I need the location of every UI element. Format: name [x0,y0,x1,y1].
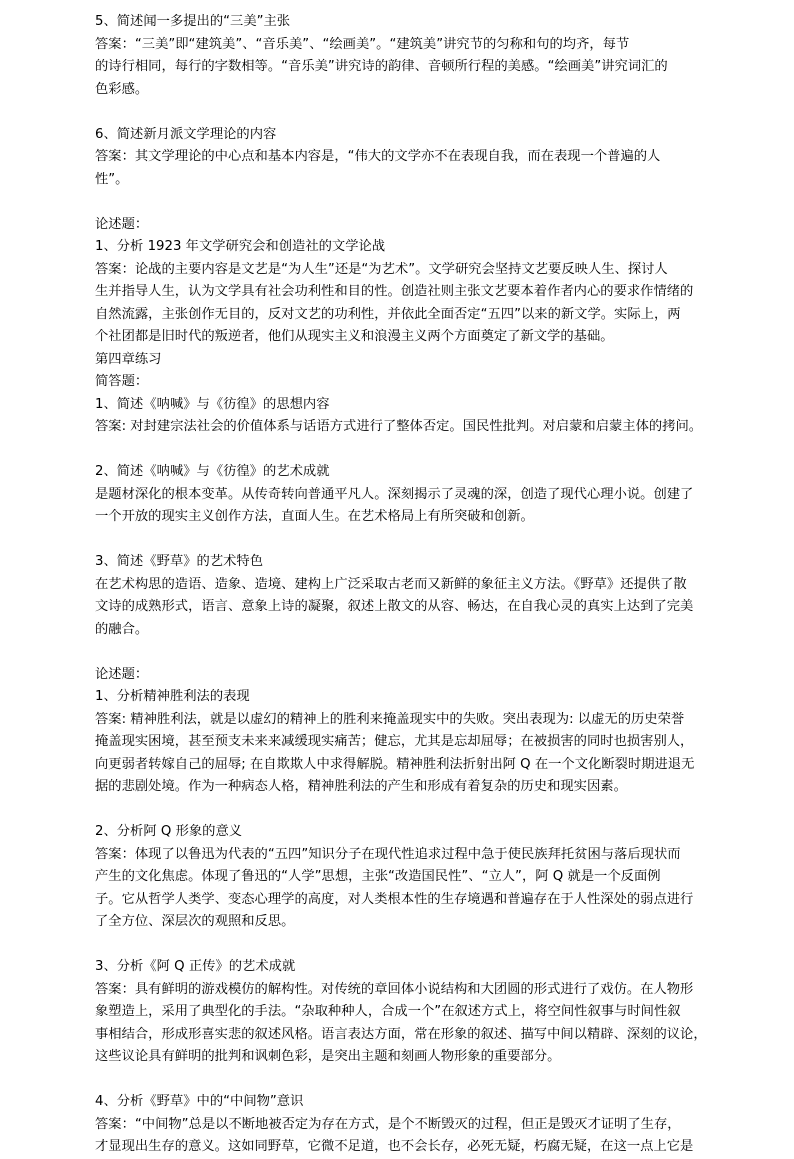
text-line: 的融合。 [95,621,149,637]
text-line: 论述题： [95,666,149,682]
text-line: 3、分析《阿 Q 正传》的艺术成就 [95,959,296,974]
blank-line [95,1069,734,1092]
blank-line [95,101,734,124]
text-line: 据的悲剧处境。作为一种病态人格，精神胜利法的产生和形成有着复杂的历史和现实因素。 [95,779,627,794]
blank-line [95,799,734,822]
blank-line [95,191,734,214]
text-line: 一个开放的现实主义创作方法，直面人生。在艺术格局上有所突破和创新。 [95,509,534,524]
text-line: 6、简述新月派文学理论的内容 [95,126,277,142]
text-line: 子。它从哲学人类学、变态心理学的高度，对人类根本性的生存境遇和普遍存在于人性深处的弱点进行 [95,891,694,907]
text-line: 向更弱者转嫁自己的屈辱; 在自欺欺人中求得解脱。精神胜利法折射出阿 Q 在一个文化断裂时期进退无 [95,756,695,772]
text-line: 生并指导人生，认为文学具有社会功利性和目的性。创造社则主张文艺要本着作者内心的要求作情绪的 [95,284,694,299]
blank-line [95,934,734,957]
text-line: 才显现出生存的意义。这如同野草，它微不足道，也不会长存，必死无疑，朽腐无疑，在这一点上它是 [95,1139,694,1154]
text-line: 5、简述闻一多提出的“三美”主张 [95,14,291,29]
text-line: 文诗的成熟形式，语言、意象上诗的凝聚，叙述上散文的从容、畅达，在自我心灵的真实上达到了完美 [95,599,694,614]
text-line: 1、分析精神胜利法的表现 [95,689,250,704]
text-line: 答案：“三美”即“建筑美”、“音乐美”、“绘画美”。“建筑美”讲究节的匀称和句的均齐，每节 [95,36,630,52]
text-line: 答案: 精神胜利法，就是以虚幻的精神上的胜利来掩盖现实中的失败。突出表现为: 以虚无的历史荣誉 [95,711,685,727]
text-line: 简答题： [95,374,149,389]
text-line: 第四章练习 [95,351,162,367]
text-line: 了全方位、深层次的观照和反思。 [95,914,295,929]
text-line: 这些议论具有鲜明的批判和讽刺色彩，是突出主题和刻画人物形象的重要部分。 [95,1049,561,1064]
text-line: 答案：具有鲜明的游戏模仿的解构性。对传统的章回体小说结构和大团圆的形式进行了戏仿。在人物形 [95,981,694,997]
text-line: 性”。 [95,171,129,187]
blank-line [95,529,734,552]
text-line: 论述题： [95,216,149,232]
text-line: 自然流露，主张创作无目的，反对文艺的功利性，并依此全面否定“五四”以来的新文学。实际上，两 [95,306,681,322]
text-line: 3、简述《野草》的艺术特色 [95,554,264,569]
text-line: 2、分析阿 Q 形象的意义 [95,824,243,839]
blank-line [95,641,734,664]
text-line: 答案：论战的主要内容是文艺是“为人生”还是“为艺术”。文学研究会坚持文艺要反映人生、探讨人 [95,261,668,277]
text-line: 4、分析《野草》中的“中间物”意识 [95,1094,304,1109]
text-line: 个社团都是旧时代的叛逆者，他们从现实主义和浪漫主义两个方面奠定了新文学的基础。 [95,329,614,344]
text-line: 象塑造上，采用了典型化的手法。“杂取种种人，合成一个”在叙述方式上，将空间性叙事与时间性叙 [95,1004,681,1019]
text-line: 的诗行相同，每行的字数相等。“音乐美”讲究诗的韵律、音顿所行程的美感。“绘画美”讲究词汇的 [95,59,668,74]
text-line: 在艺术构思的造语、造象、造境、建构上广泛采取古老而又新鲜的象征主义方法。《野草》还提供了散 [95,576,687,592]
text-line: 答案：“中间物”总是以不断地被否定为存在方式，是个不断毁灭的过程，但正是毁灭才证明了生存， [95,1116,681,1132]
text-line: 事相结合，形成形喜实悲的叙述风格。语言表达方面，常在形象的叙述、描写中间以精辟、深刻的议论， [95,1026,707,1042]
text-line: 答案：体现了以鲁迅为代表的“五四”知识分子在现代性追求过程中急于使民族拜托贫困与落后现状而 [95,846,681,862]
text-line: 掩盖现实困境，甚至预支未来来减缓现实痛苦；健忘，尤其是忘却屈辱；在被损害的同时也损害别人， [95,734,694,749]
blank-line [95,439,734,462]
text-line: 2、简述《呐喊》与《彷徨》的艺术成就 [95,464,330,479]
text-line: 是题材深化的根本变革。从传奇转向普通平凡人。深刻揭示了灵魂的深，创造了现代心理小说。创建了 [95,486,694,502]
text-line: 1、简述《呐喊》与《彷徨》的思想内容 [95,396,330,412]
text-line: 答案：其文学理论的中心点和基本内容是，“伟大的文学亦不在表现自我，而在表现一个普遍的人 [95,149,661,164]
text-line: 答案: 对封建宗法社会的价值体系与话语方式进行了整体否定。国民性批判。对启蒙和启蒙主体的拷问。 [95,419,703,434]
text-line: 色彩感。 [95,81,149,97]
text-line: 产生的文化焦虑。体现了鲁迅的“人学”思想，主张“改造国民性”、“立人”，阿 Q 就是一个反面例 [95,869,661,884]
text-line: 1、分析 1923 年文学研究会和创造社的文学论战 [95,239,386,254]
